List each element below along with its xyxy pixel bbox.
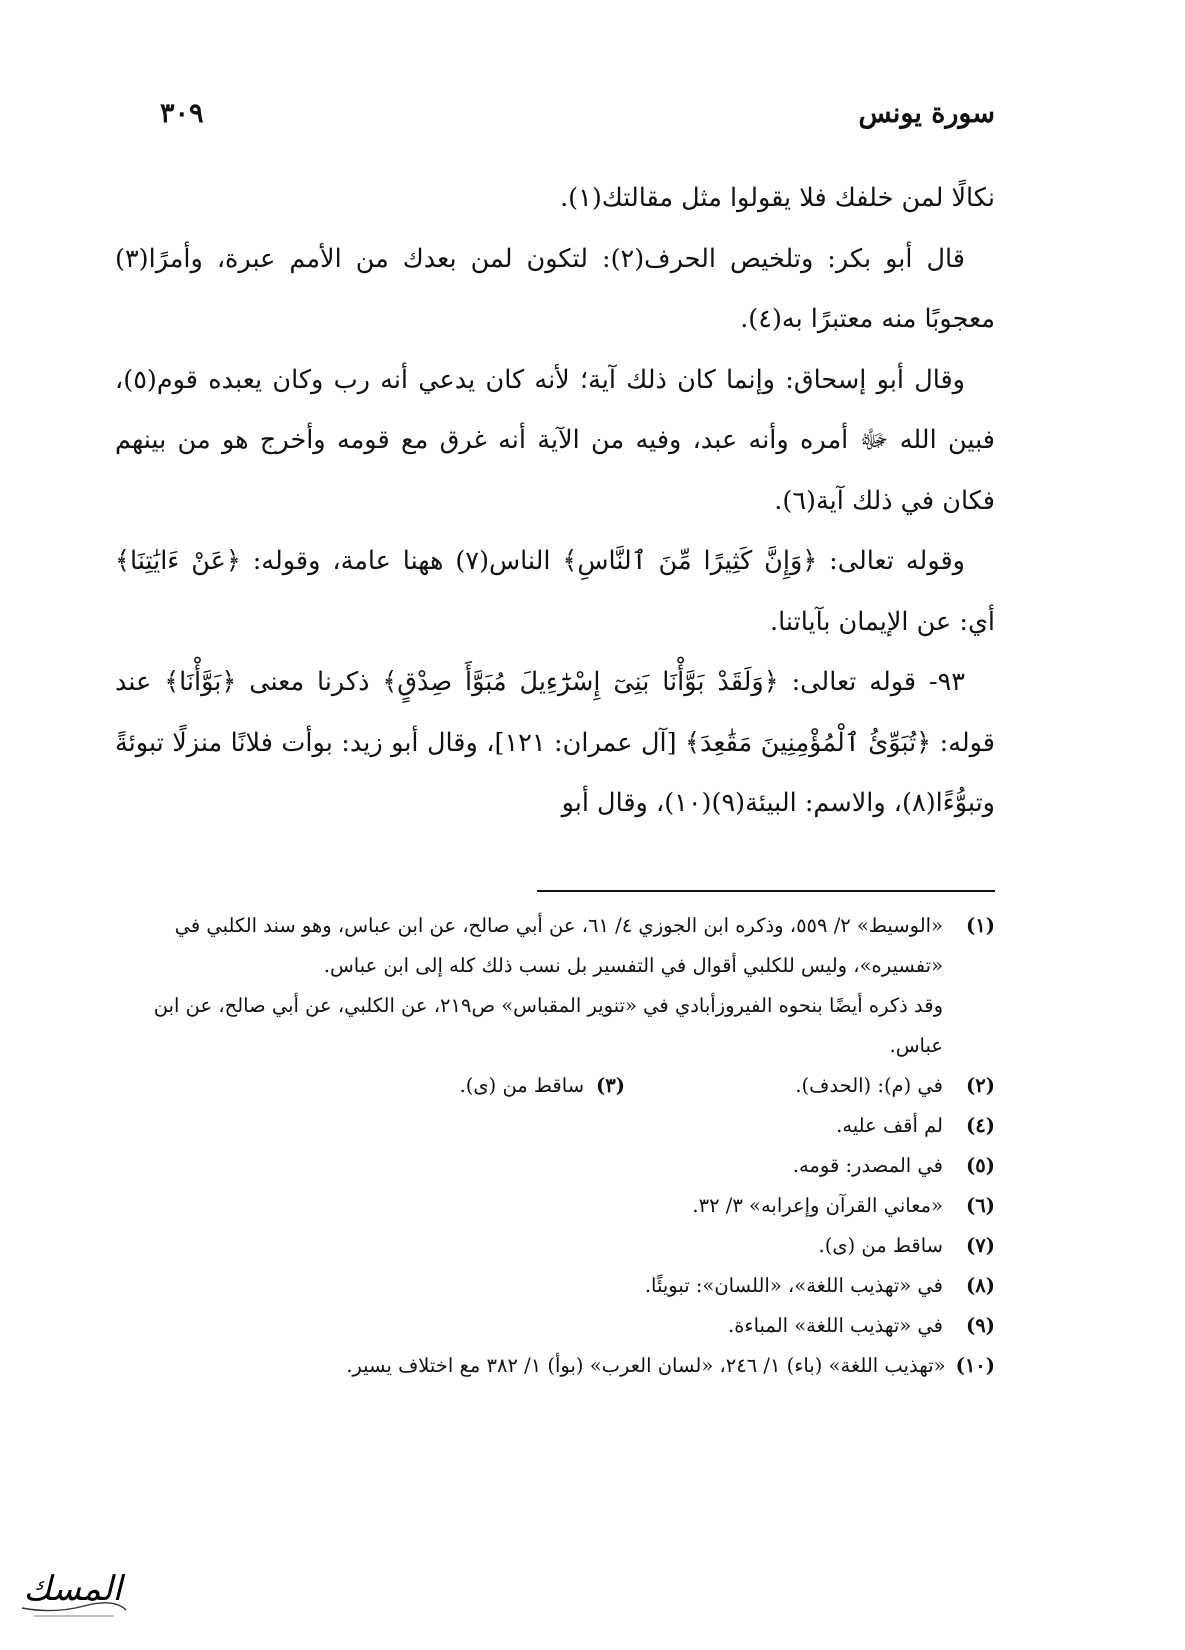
page-header bbox=[160, 98, 995, 138]
watermark-text: المسك bbox=[23, 1569, 122, 1609]
paragraph-1: نكالًا لمن خلفك فلا يقولوا مثل مقالتك(١). bbox=[560, 183, 995, 213]
footnote-number: (٩) bbox=[966, 1314, 995, 1337]
footnote-number: (٢) bbox=[966, 1074, 995, 1097]
footnote-6 bbox=[115, 1186, 995, 1226]
footnote-text: في المصدر: قومه. bbox=[792, 1154, 943, 1177]
paragraph-4: وقوله تعالى: ﴿وَإِنَّ كَثِيرًا مِّنَ ٱلنَّاسِ﴾ الناس(٧) ههنا عامة، وقوله: ﴿عَنْ ءَايَٰتِنَا﴾ أي: عن الإيمان بآياتنا. bbox=[115, 546, 995, 637]
footnote-text: في «تهذيب اللغة»، «اللسان»: تبويئًا. bbox=[644, 1274, 943, 1297]
footnote-text: «الوسيط» ٢/ ٥٥٩، وذكره ابن الجوزي ٤/ ٦١، عن أبي صالح، عن ابن عباس، وهو سند الكلبي في «تفسيره»، وليس للكلبي أقوال في التفسير بل نسب ذلك كله إلى ابن عباس. bbox=[174, 914, 943, 977]
footnote-text: ساقط من (ى). bbox=[459, 1074, 585, 1097]
footnote-text: «معاني القرآن وإعرابه» ٣/ ٣٢. bbox=[692, 1194, 943, 1217]
footnote-text: «تهذيب اللغة» (باء) ١/ ٢٤٦، «لسان العرب» (بوأ) ١/ ٣٨٢ مع اختلاف يسير. bbox=[346, 1354, 946, 1377]
footnote-number: (١) bbox=[966, 914, 995, 937]
running-title: سورة يونس bbox=[858, 98, 995, 129]
footnote-number: (٧) bbox=[966, 1234, 995, 1257]
page-number: ٣٠٩ bbox=[160, 98, 204, 129]
footnote-number: (٤) bbox=[966, 1114, 995, 1137]
footnote-text: لم أقف عليه. bbox=[836, 1114, 943, 1137]
footnotes bbox=[115, 906, 995, 1386]
paragraph-2: قال أبو بكر: وتلخيص الحرف(٢): لتكون لمن بعدك من الأمم عبرة، وأمرًا(٣) معجوبًا منه معتبرًا به(٤). bbox=[115, 243, 995, 334]
watermark-logo bbox=[14, 1552, 132, 1632]
footnote-7 bbox=[115, 1226, 995, 1266]
footnote-8 bbox=[115, 1266, 995, 1306]
footnote-3 bbox=[460, 1066, 625, 1106]
footnote-4 bbox=[115, 1106, 995, 1146]
footnote-1 bbox=[115, 906, 995, 1066]
footnote-number: (١٠) bbox=[955, 1354, 995, 1377]
paragraph-3: وقال أبو إسحاق: وإنما كان ذلك آية؛ لأنه كان يدعي أنه رب وكان يعبده قوم(٥)، فبين الله ﷻ أمره وأنه عبد، وفيه من الآية أنه غرق مع قومه وأخرج هو من بينهم فكان في ذلك آية(٦). bbox=[115, 364, 995, 516]
footnote-5 bbox=[115, 1146, 995, 1186]
footnote-text: في (م): (الحدف). bbox=[795, 1074, 943, 1097]
footnote-text: في «تهذيب اللغة» المباءة. bbox=[728, 1314, 943, 1337]
footnote-10 bbox=[115, 1346, 995, 1386]
footnote-number: (٣) bbox=[596, 1074, 625, 1097]
footnote-9 bbox=[115, 1306, 995, 1346]
footnote-number: (٥) bbox=[966, 1154, 995, 1177]
main-text bbox=[115, 168, 995, 834]
paragraph-5: ٩٣- قوله تعالى: ﴿وَلَقَدْ بَوَّأْنَا بَنِىٓ إِسْرَٰٓءِيلَ مُبَوَّأَ صِدْقٍ﴾ ذكرنا معنى ﴿بَوَّأْنَا﴾ عند قوله: ﴿تُبَوِّئُ ٱلْمُؤْمِنِينَ مَقَٰعِدَ﴾ [آل عمران: ١٢١]، وقال أبو زيد: بوأت فلانًا منزلًا تبوئةً وتبوُّءًا(٨)، والاسم: البيئة(٩)(١٠)، وقال أبو bbox=[115, 667, 996, 818]
footnote-text-continued: وقد ذكره أيضًا بنحوه الفيروزأبادي في «تنوير المقباس» ص٢١٩، عن الكلبي، عن أبي صالح، عن ابن عباس. bbox=[153, 994, 943, 1057]
footnote-text: ساقط من (ى). bbox=[818, 1234, 943, 1257]
footnote-number: (٨) bbox=[966, 1274, 995, 1297]
footnote-number: (٦) bbox=[966, 1194, 995, 1217]
footnote-divider bbox=[537, 890, 995, 892]
footnote-2-3-row bbox=[115, 1066, 995, 1106]
watermark-logo-icon bbox=[14, 1552, 132, 1632]
